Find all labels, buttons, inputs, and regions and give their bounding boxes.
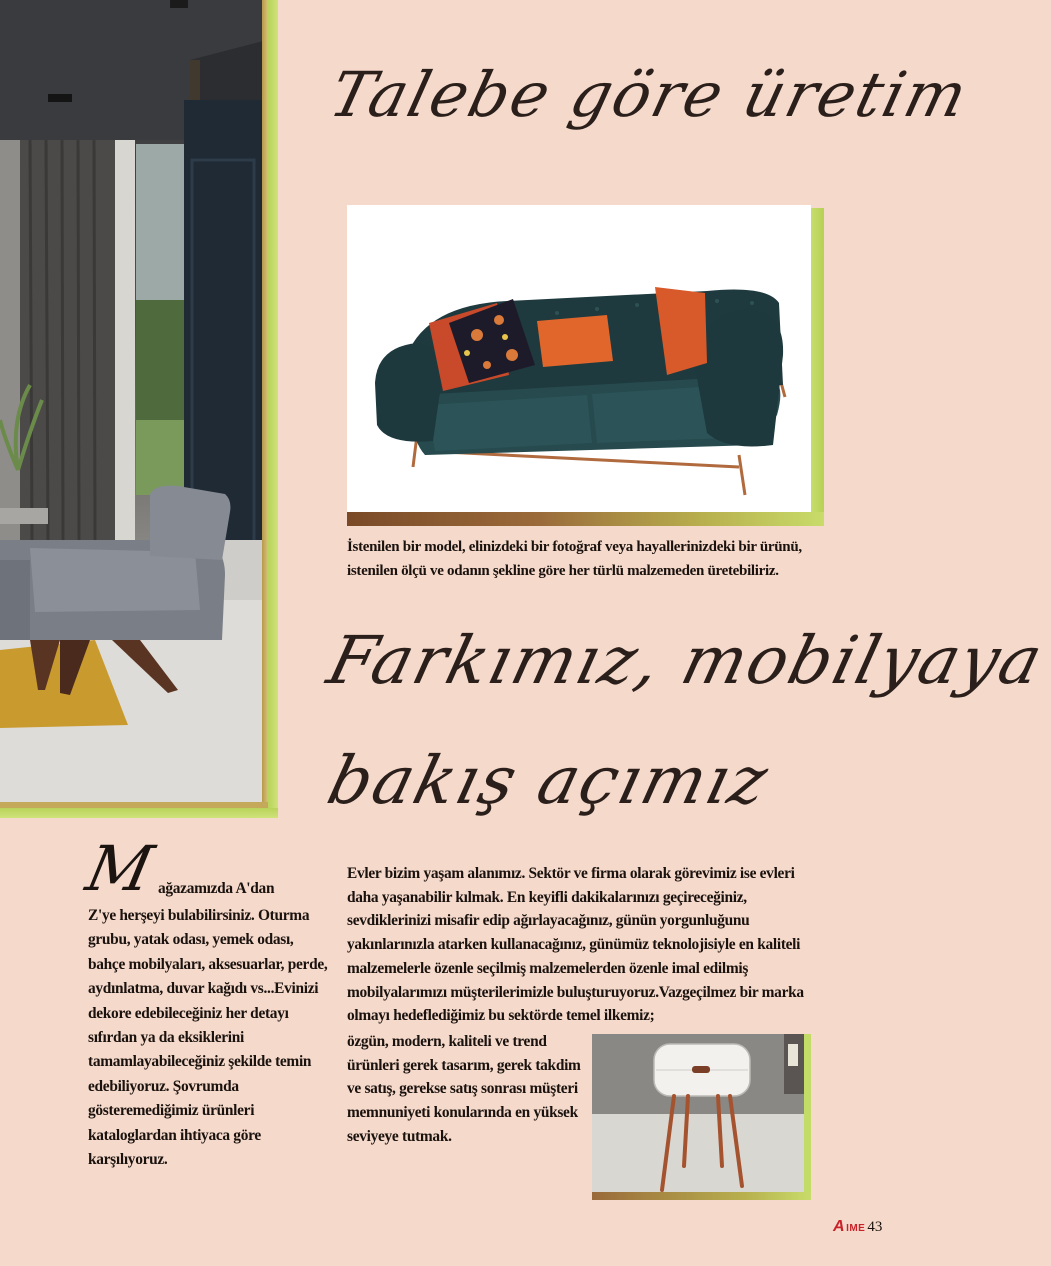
brand-logo-initial: A	[833, 1218, 846, 1235]
brand-logo-text: IME	[846, 1223, 866, 1234]
drop-cap: M	[80, 832, 160, 905]
heading-farkimiz-line2: bakış açımız	[320, 742, 778, 819]
heading-farkimiz-line1: Farkımız, mobilyaya	[320, 622, 1051, 699]
left-column-first-line: ağazamızda A'dan	[158, 880, 275, 897]
nightstand-photo	[592, 1034, 804, 1192]
nightstand-illustration	[592, 1034, 804, 1192]
living-room-illustration	[0, 0, 267, 805]
sofa-photo	[347, 205, 811, 512]
right-column-text: Evler bizim yaşam alanımız. Sektör ve firma olarak görevimiz ise evleri daha yaşanabilir kılmak. En keyifli dakikalarınızı geçireceğiniz, sevdiklerinizi misafir edip ağırlayacağınız, günün yorgunluğunu yakınlarınızla atarken kullanacağınız, günümüz teknolojisiyle en kaliteli malzemelerle özenle seçilmiş malzemelerden özenle imal edilmiş mobilyalarımızı müşterilerimizle buluşturuyoruz.Vazgeçilmez bir marka olmayı hedeflediğimiz bu sektörde temel ilkemiz;	[347, 865, 804, 1025]
photo-frame-green-horizontal	[0, 808, 278, 818]
sofa-caption: İstenilen bir model, elinizdeki bir fotoğraf veya hayallerinizdeki bir ürünü, istenilen ölçü ve odanın şekline göre her türlü malzemeden üretebiliriz.	[347, 539, 802, 579]
photo-frame-green-vertical	[268, 0, 278, 818]
nightstand-photo-gradient-bar	[592, 1192, 811, 1200]
heading-talebe-gore-uretim: Talebe göre üretim	[322, 58, 977, 131]
page-footer	[833, 1218, 882, 1236]
living-room-photo	[0, 0, 267, 805]
sofa-illustration	[347, 205, 811, 512]
right-column-narrow-text: özgün, modern, kaliteli ve trend ürünleri gerek tasarım, gerek takdim ve satış, gerekse satış sonrası müşteri memnuniyeti konularında en yüksek seviyeye tutmak.	[347, 1033, 581, 1145]
page-number: 43	[867, 1219, 883, 1235]
sofa-photo-gradient-bar	[347, 512, 824, 526]
left-column-text: Z'ye herşeyi bulabilirsiniz. Oturma grubu, yatak odası, yemek odası, bahçe mobilyaları, aksesuarlar, perde, aydınlatma, duvar kağıdı vs...Evinizi dekore edebileceğiniz her detayı sıfırdan ya da eksiklerini tamamlayabileceğiniz şekilde temin edebiliyoruz. Şovrumda gösteremediğimiz ürünleri kataloglardan ihtiyaca göre karşılıyoruz.	[88, 907, 328, 1169]
nightstand-photo-green-edge	[804, 1034, 811, 1200]
sofa-photo-green-edge	[811, 208, 824, 526]
